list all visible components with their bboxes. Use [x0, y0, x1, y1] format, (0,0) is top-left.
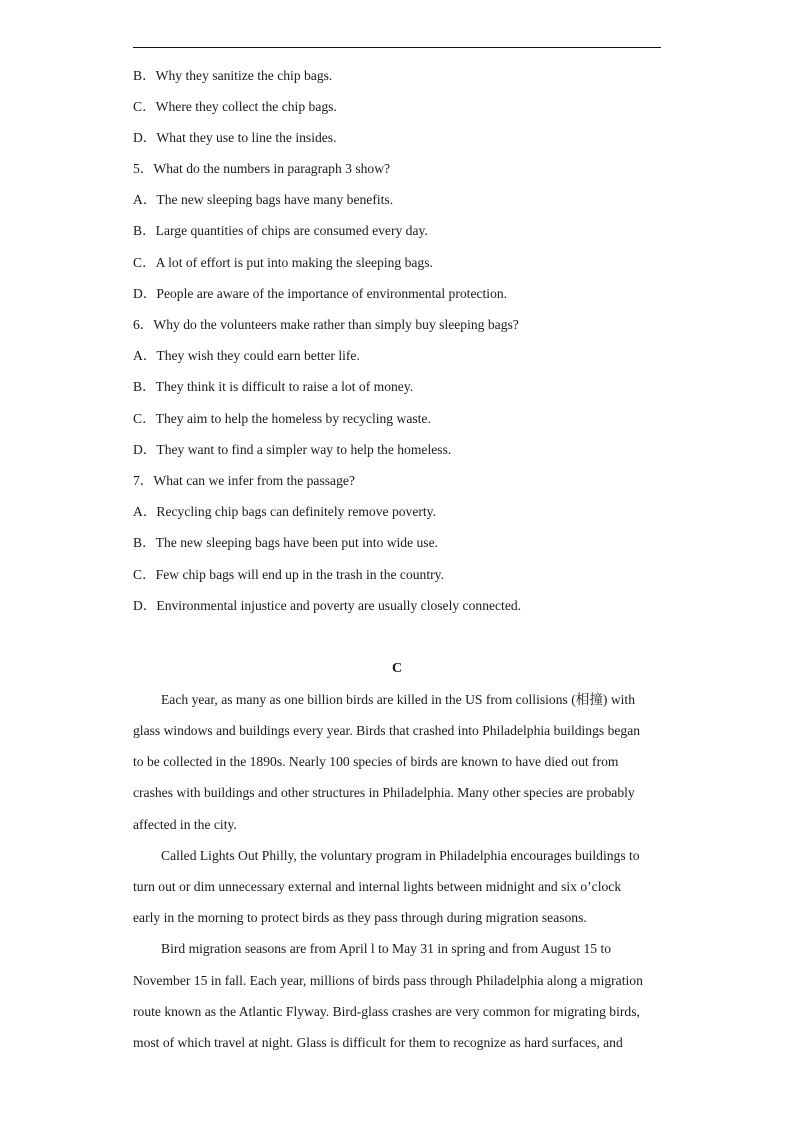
passage-line: early in the morning to protect birds as they pass through during migration seasons.: [133, 910, 587, 925]
question-option: D．People are aware of the importance of environmental protection.: [133, 286, 508, 301]
question-stem: 7．What can we infer from the passage?: [133, 473, 355, 488]
question-option: C．Where they collect the chip bags.: [133, 99, 337, 114]
question-option: D．Environmental injustice and poverty are usually closely connected.: [133, 598, 522, 613]
passage-line: route known as the Atlantic Flyway. Bird-glass crashes are very common for migrating birds,: [133, 1004, 640, 1019]
passage-line: to be collected in the 1890s. Nearly 100 species of birds are known to have died out from: [133, 754, 619, 769]
passage-line: Bird migration seasons are from April l to May 31 in spring and from August 15 to: [161, 941, 612, 956]
passage-line: most of which travel at night. Glass is difficult for them to recognize as hard surfaces, and: [133, 1035, 623, 1050]
question-option: A．The new sleeping bags have many benefits.: [133, 192, 394, 207]
passage-line: turn out or dim unnecessary external and internal lights between midnight and six o’clock: [133, 879, 622, 894]
question-option: C．They aim to help the homeless by recycling waste.: [133, 411, 431, 426]
passage-line: Each year, as many as one billion birds are killed in the US from collisions (相撞) with: [161, 692, 636, 707]
passage-line: Called Lights Out Philly, the voluntary program in Philadelphia encourages buildings to: [161, 848, 640, 863]
question-option: A．They wish they could earn better life.: [133, 348, 360, 363]
section-heading: C: [391, 661, 403, 676]
passage-line: crashes with buildings and other structures in Philadelphia. Many other species are probably: [133, 785, 635, 800]
page-header-rule: [133, 47, 661, 48]
question-option: A．Recycling chip bags can definitely remove poverty.: [133, 504, 436, 519]
question-stem: 5．What do the numbers in paragraph 3 show?: [133, 161, 391, 176]
question-option: B．Large quantities of chips are consumed every day.: [133, 223, 428, 238]
passage-line: glass windows and buildings every year. Birds that crashed into Philadelphia buildings began: [133, 723, 641, 738]
passage-line: November 15 in fall. Each year, millions of birds pass through Philadelphia along a migration: [133, 973, 643, 988]
question-option: B．The new sleeping bags have been put into wide use.: [133, 535, 439, 550]
passage-line: affected in the city.: [133, 817, 237, 832]
question-option: B．They think it is difficult to raise a lot of money.: [133, 379, 414, 394]
question-option: B．Why they sanitize the chip bags.: [133, 68, 333, 83]
question-option: D．They want to find a simpler way to help the homeless.: [133, 442, 452, 457]
question-stem: 6．Why do the volunteers make rather than simply buy sleeping bags?: [133, 317, 519, 332]
question-option: C．Few chip bags will end up in the trash in the country.: [133, 567, 444, 582]
question-option: C．A lot of effort is put into making the sleeping bags.: [133, 255, 433, 270]
question-option: D．What they use to line the insides.: [133, 130, 337, 145]
